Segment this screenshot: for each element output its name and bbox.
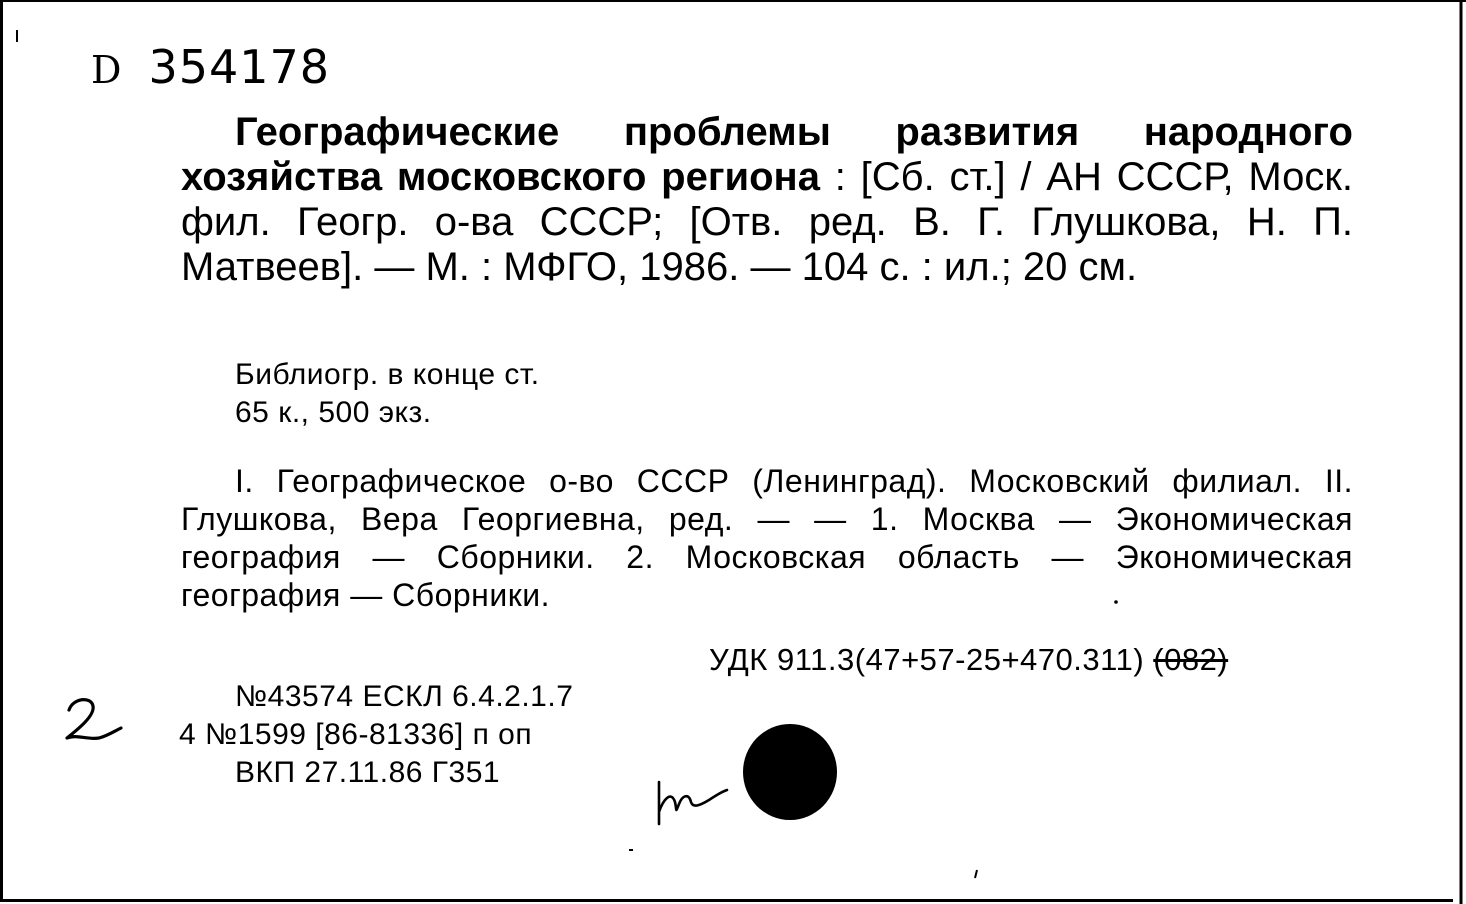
udc-label: УДК [709, 642, 768, 677]
book-title: Географические проблемы развития народного хозяйства московского региона [181, 110, 1353, 199]
call-number-prefix: D [91, 48, 123, 92]
publication-details: : [Сб. ст.] / АН СССР, Моск. фил. Геогр. о-ва СССР; [Отв. ред. В. Г. Глушкова, Н. П. Матвеев]. — М. : МФГО, 1986. — 104 с. : ил.; 20 см. [181, 155, 1353, 289]
record-line-3: ВКП 27.11.86 Г351 [235, 756, 501, 789]
udc-struck: (082) [1153, 642, 1229, 677]
tracings-text: I. Географическое о-во СССР (Ленинград). Московский филиал. II. Глушкова, Вера Георгиевна, ред. — — 1. Москва — Экономическая география — Сборники. 2. Московская область — Экономическая география — Сборники. [181, 463, 1353, 613]
call-number-value: 354178 [148, 40, 331, 94]
record-line-2: 4 №1599 [86-81336] п оп [179, 718, 533, 751]
note-price-copies: 65 к., 500 экз. [235, 396, 432, 429]
note-bibliography: Библиогр. в конце ст. [235, 358, 540, 391]
record-line-1: №43574 ЕСКЛ 6.4.2.1.7 [235, 680, 574, 713]
scan-specks [3, 2, 1466, 904]
udc-value: 911.3(47+57-25+470.311) [776, 642, 1145, 677]
